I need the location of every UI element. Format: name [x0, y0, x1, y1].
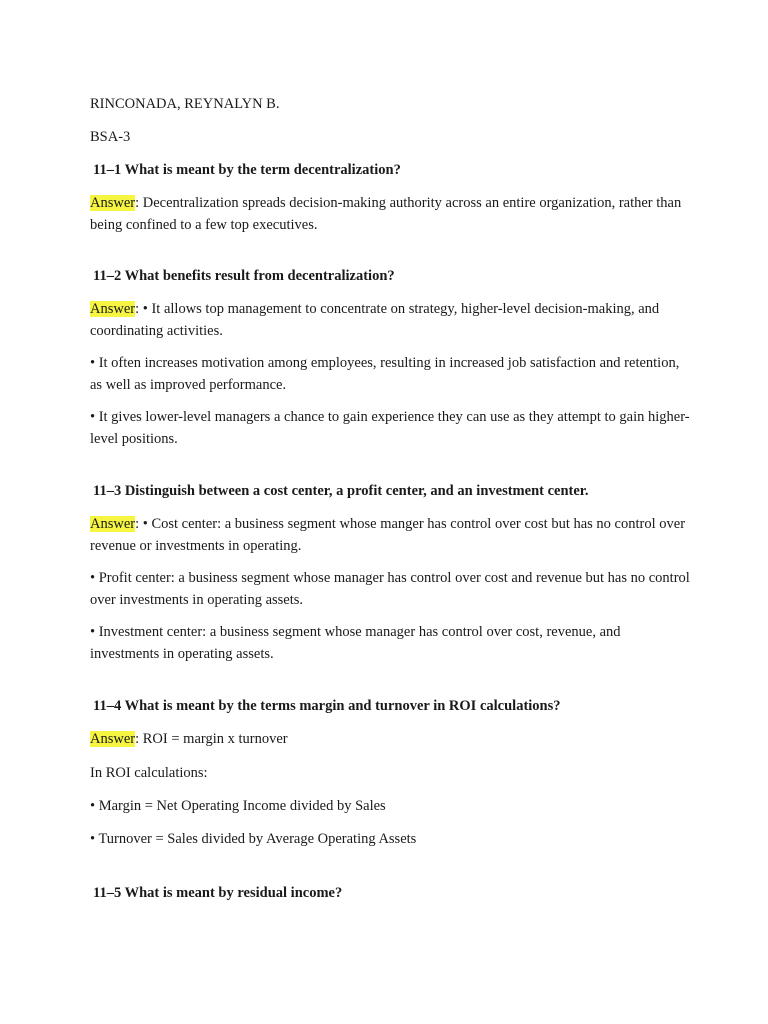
answer-1: [90, 193, 690, 236]
question-3: 11–3 Distinguish between a cost center, a profit center, and an investment center.: [93, 483, 589, 499]
answer-1-text: : Decentralization spreads decision-making authority across an entire organization, rather than being confined to a few top executives.: [90, 195, 682, 233]
answer-4-intro: In ROI calculations:: [90, 765, 208, 781]
question-2: 11–2 What benefits result from decentralization?: [93, 268, 395, 284]
answer-label: Answer: [90, 731, 136, 747]
answer-3-text: : • Cost center: a business segment whose manger has control over cost but has no control over revenue or investments in operating.: [90, 516, 686, 554]
student-name: RINCONADA, REYNALYN B.: [90, 96, 280, 112]
answer-label: Answer: [90, 195, 136, 211]
question-5: 11–5 What is meant by residual income?: [93, 885, 343, 901]
answer-3-bullet: • Investment center: a business segment whose manager has control over cost, revenue, and investments in operating assets.: [90, 624, 621, 662]
answer-4: [90, 729, 690, 751]
course-section: BSA-3: [90, 129, 131, 145]
answer-2-bullet: • It often increases motivation among employees, resulting in increased job satisfaction and retention, as well as improved performance.: [90, 355, 680, 393]
answer-4-text: : ROI = margin x turnover: [135, 731, 288, 747]
answer-label: Answer: [90, 301, 136, 317]
answer-3: [90, 514, 690, 557]
answer-3-bullet: • Profit center: a business segment whose manager has control over cost and revenue but has no control over investments in operating assets.: [90, 570, 690, 608]
answer-2-text: : • It allows top management to concentrate on strategy, higher-level decision-making, and coordinating activities.: [90, 301, 660, 339]
question-1: 11–1 What is meant by the term decentralization?: [93, 162, 401, 178]
question-4: 11–4 What is meant by the terms margin and turnover in ROI calculations?: [93, 698, 561, 714]
answer-2: [90, 299, 690, 342]
answer-4-bullet: • Turnover = Sales divided by Average Operating Assets: [90, 831, 417, 847]
answer-label: Answer: [90, 516, 136, 532]
answer-4-bullet: • Margin = Net Operating Income divided by Sales: [90, 798, 386, 814]
answer-2-bullet: • It gives lower-level managers a chance to gain experience they can use as they attempt to gain higher-level positions.: [90, 409, 690, 447]
